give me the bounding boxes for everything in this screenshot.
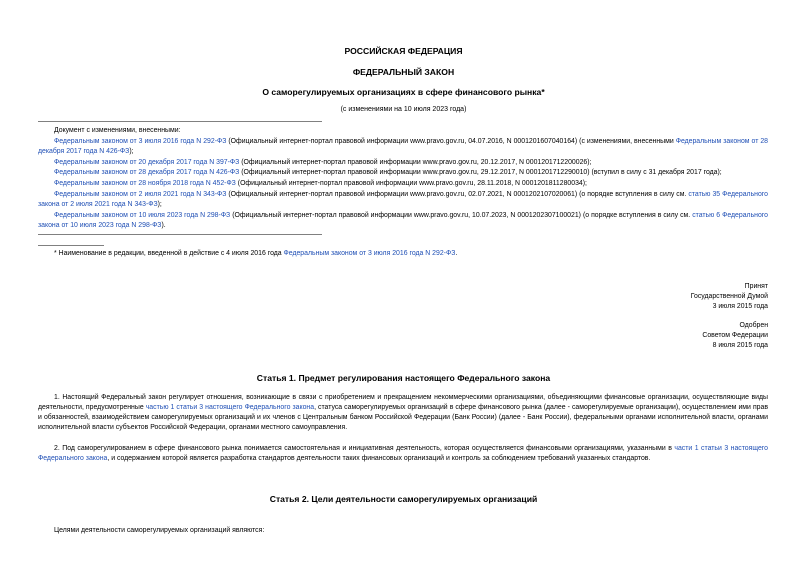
top-rule (38, 121, 322, 122)
footnote-link[interactable]: Федеральным законом от 3 июля 2016 года N 292-ФЗ (283, 250, 456, 257)
amendment-link[interactable]: Федеральным законом от 2 июля 2021 года N 343-ФЗ (54, 191, 227, 198)
amendment-link[interactable]: Федеральным законом от 28 декабря 2017 года N 426-ФЗ (54, 169, 240, 176)
amendment-link[interactable]: Федеральным законом от 20 декабря 2017 года N 397-ФЗ (54, 159, 240, 166)
approved-block: Одобрен Советом Федерации 8 июля 2015 года (702, 322, 768, 349)
document-title: О саморегулируемых организациях в сфере финансового рынка* (262, 87, 545, 97)
amendment-link[interactable]: Федеральным законом от 3 июля 2016 года N 292-ФЗ (54, 138, 227, 145)
country-heading: РОССИЙСКАЯ ФЕДЕРАЦИЯ (344, 46, 463, 56)
amendment-item: Федеральным законом от 28 ноября 2018 года N 452-ФЗ (Официальный интернет-портал правовой информации www.pravo.gov.ru, 28.11.2018, N 0001201811280034); (54, 180, 587, 187)
amendment-item: Федеральным законом от 20 декабря 2017 года N 397-ФЗ (Официальный интернет-портал правовой информации www.pravo.gov.ru, 20.12.2017, N 0001201712200026); (54, 159, 592, 166)
amendment-item: Федеральным законом от 2 июля 2021 года N 343-ФЗ (Официальный интернет-портал правовой информации www.pravo.gov.ru, 02.07.2021, N 0001202107020061) (о порядке вступления в силу см. статью 35 Федерального закона от 2 июля 2021 года N 343-ФЗ); (38, 191, 768, 208)
amendment-link[interactable]: Федеральным законом от 28 ноября 2018 года N 452-ФЗ (54, 180, 236, 187)
adopted-block: Принят Государственной Думой 3 июля 2015 года (690, 283, 768, 310)
amendment-item: Федеральным законом от 3 июля 2016 года N 292-ФЗ (Официальный интернет-портал правовой информации www.pravo.gov.ru, 04.07.2016, N 0001201607040164) (с изменениями, внесенными Федеральным законом от 28 декабря 2017 года N 426-ФЗ); (38, 138, 768, 155)
article-1-heading: Статья 1. Предмет регулирования настоящего Федерального закона (256, 373, 551, 383)
footnote-rule (38, 245, 104, 246)
amendment-link[interactable]: Федеральным законом от 10 июля 2023 года N 298-ФЗ (54, 212, 231, 219)
amendments-note: (с изменениями на 10 июля 2023 года) (340, 106, 467, 113)
amendment-link[interactable]: статью 35 Федерального закона от 2 июля 2021 года N 343-ФЗ (38, 191, 768, 208)
amendment-item: Федеральным законом от 10 июля 2023 года N 298-ФЗ (Официальный интернет-портал правовой информации www.pravo.gov.ru, 10.07.2023, N 0001202307100021) (о порядке вступления в силу см. статью 6 Федерального закона от 10 июля 2023 года N 298-ФЗ). (38, 212, 768, 229)
article-1-paragraph-1: 1. Настоящий Федеральный закон регулирует отношения, возникающие в связи с приобретением и прекращением некоммерческими организациями, объединяющими финансовые организации, осуществляющие виды деятельности, предусмотренные частью 1 статьи 3 настоящего Федерального закона, статуса саморегулируемых организаций в сфере финансового рынка (далее - саморегулируемые организации), осуществлением ими прав и обязанностей, взаимодействием саморегулируемых организаций и их членов с Центральным банком Российской Федерации (Банк России) (далее - Банк России), федеральными органами исполнительной власти, органами исполнительной власти субъектов Российской Федерации, органами местного самоуправления. (38, 394, 769, 431)
amendments-intro: Документ с изменениями, внесенными: (54, 127, 181, 134)
article-1-paragraph-2: 2. Под саморегулированием в сфере финансового рынка понимается самостоятельная и инициативная деятельность, которая осуществляется финансовыми организациями, указанными в части 1 статьи 3 настоящего Федерального закона, и содержанием которой является разработка стандартов деятельности таких финансовых организаций и контроль за соблюдением требований указанных стандартов. (38, 445, 768, 462)
article-2-heading: Статья 2. Цели деятельности саморегулируемых организаций (269, 494, 538, 504)
article-2-paragraph-1: Целями деятельности саморегулируемых организаций являются: (54, 527, 265, 534)
footnote: * Наименование в редакции, введенной в действие с 4 июля 2016 года Федеральным законом от 3 июля 2016 года N 292-ФЗ. (54, 250, 458, 257)
bottom-rule (38, 234, 322, 235)
amendment-link[interactable]: Федеральным законом от 28 декабря 2017 года N 426-ФЗ (38, 138, 768, 155)
amendment-item: Федеральным законом от 28 декабря 2017 года N 426-ФЗ (Официальный интернет-портал правовой информации www.pravo.gov.ru, 29.12.2017, N 0001201712290010) (вступил в силу с 31 декабря 2017 года); (54, 169, 722, 176)
article-ref-link[interactable]: частью 1 статьи 3 настоящего Федерального закона (145, 404, 315, 411)
amendment-link[interactable]: статью 6 Федерального закона от 10 июля 2023 года N 298-ФЗ (38, 212, 768, 229)
doc-type-heading: ФЕДЕРАЛЬНЫЙ ЗАКОН (352, 67, 455, 77)
article-ref-link[interactable]: части 1 статьи 3 настоящего Федерального закона (38, 445, 768, 462)
